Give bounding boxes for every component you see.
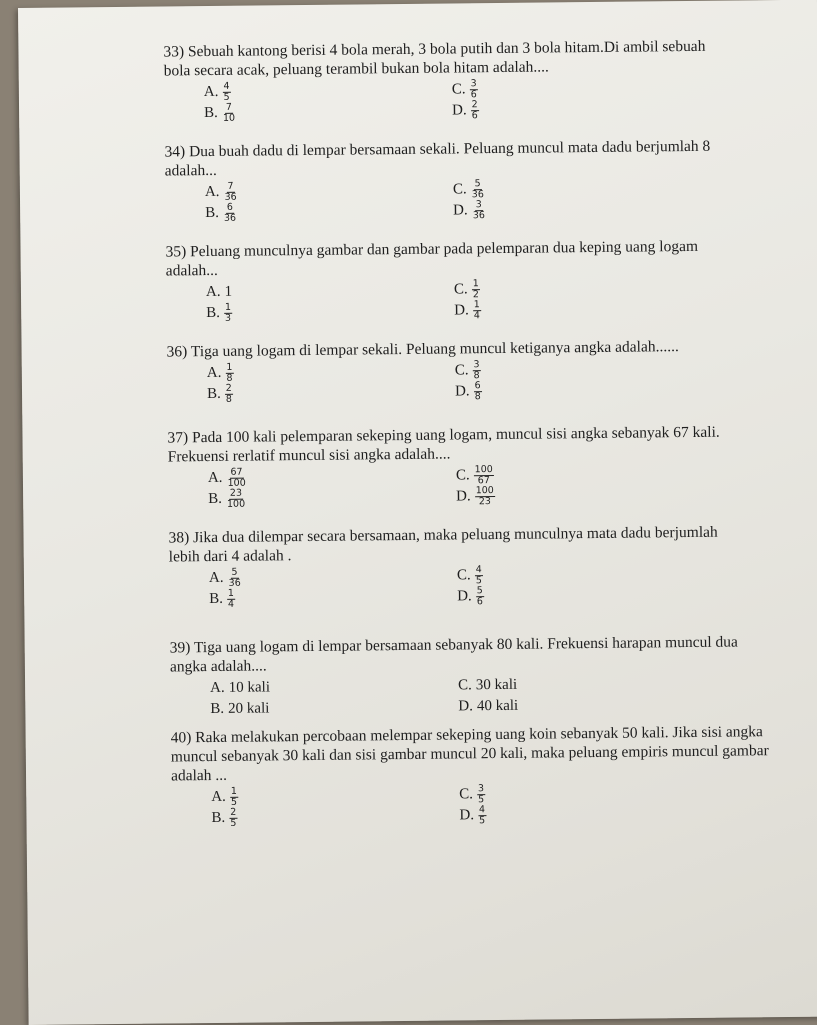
option-c	[459, 784, 485, 804]
option-label: C.	[456, 566, 471, 583]
question-40	[171, 722, 772, 827]
fraction-denominator: 23	[478, 495, 491, 507]
fraction	[477, 784, 485, 805]
option-label: A.	[207, 469, 223, 486]
fraction	[472, 279, 480, 300]
fraction-numerator: 3	[470, 77, 477, 89]
fraction-numerator: 2	[471, 98, 478, 110]
fraction	[222, 102, 236, 123]
option-value: 10 kali	[228, 678, 271, 696]
fraction-numerator: 3	[473, 358, 480, 370]
fraction	[227, 567, 241, 588]
option-d	[457, 586, 484, 606]
fraction-numerator: 1	[226, 361, 233, 373]
answer-options	[168, 462, 748, 508]
option-c	[458, 675, 517, 696]
fraction	[476, 586, 484, 607]
option-b	[208, 489, 246, 509]
fraction-denominator: 5	[230, 796, 238, 808]
fraction-numerator: 23	[229, 487, 243, 499]
question-37	[167, 422, 748, 508]
fraction-numerator: 5	[231, 566, 238, 578]
option-d	[456, 486, 495, 506]
option-b	[210, 698, 269, 719]
fraction	[223, 181, 237, 202]
fraction	[472, 200, 486, 221]
option-a	[210, 677, 270, 698]
option-label: D.	[458, 697, 474, 714]
fraction-denominator: 67	[477, 474, 490, 486]
answer-options	[170, 672, 770, 718]
fraction-numerator: 1	[227, 587, 235, 599]
fraction-denominator: 2	[472, 288, 479, 300]
option-label: A.	[208, 569, 224, 586]
fraction-denominator: 6	[476, 595, 483, 607]
question-stem: 36) Tiga uang logam di lempar sekali. Peluang muncul ketiganya angka adalah......	[166, 338, 679, 361]
option-b	[206, 303, 232, 323]
question-38	[168, 523, 729, 609]
fraction	[471, 100, 479, 121]
fraction-numerator: 2	[230, 806, 237, 818]
fraction	[223, 202, 237, 223]
option-label: B.	[206, 304, 221, 321]
fraction-denominator: 8	[225, 393, 232, 405]
answer-options	[164, 77, 724, 123]
fraction	[229, 807, 237, 828]
option-value: 20 kali	[228, 699, 270, 717]
option-label: D.	[453, 201, 468, 218]
fraction	[475, 565, 483, 586]
fraction	[227, 588, 235, 609]
fraction-denominator: 36	[223, 212, 237, 224]
fraction-numerator: 4	[223, 80, 230, 92]
option-d	[458, 696, 518, 717]
answer-options	[171, 781, 771, 827]
fraction-numerator: 100	[475, 484, 494, 496]
fraction-denominator: 8	[226, 372, 233, 384]
fraction-numerator: 6	[226, 201, 233, 213]
fraction	[471, 179, 485, 200]
question-stem: 35) Peluang munculnya gambar dan gambar pada pelemparan dua keping uang logam adalah...	[165, 237, 699, 280]
fraction	[225, 383, 233, 404]
option-label: C.	[455, 466, 470, 483]
option-label: A.	[206, 364, 222, 381]
fraction-denominator: 6	[470, 88, 477, 100]
answer-options	[165, 177, 725, 223]
fraction-denominator: 5	[230, 817, 237, 829]
question-stem: 34) Dua buah dadu di lempar bersamaan sekali. Peluang muncul mata dadu berjumlah 8 adalah...	[164, 137, 711, 180]
fraction	[226, 467, 246, 488]
fraction	[222, 81, 230, 102]
fraction-numerator: 4	[478, 803, 486, 815]
fraction-numerator: 3	[475, 198, 482, 210]
fraction-numerator: 3	[477, 782, 485, 794]
fraction	[473, 300, 481, 321]
option-c	[454, 279, 480, 299]
option-a	[207, 363, 234, 383]
option-d	[452, 100, 479, 120]
option-d	[453, 200, 486, 220]
fraction	[475, 486, 495, 507]
fraction-denominator: 3	[224, 312, 232, 324]
option-c	[455, 360, 481, 380]
fraction-numerator: 5	[476, 584, 483, 596]
option-label: D.	[459, 806, 475, 823]
fraction-numerator: 67	[230, 466, 243, 478]
option-label: D.	[457, 587, 472, 604]
option-label: C.	[451, 80, 466, 97]
option-label: A.	[203, 83, 219, 100]
fraction-numerator: 7	[227, 180, 234, 192]
answer-options	[169, 563, 729, 609]
option-label: B.	[210, 700, 225, 717]
fraction-denominator: 100	[227, 477, 246, 489]
option-value: 1	[224, 283, 233, 300]
option-value: 30 kali	[475, 676, 518, 693]
question-stem: 37) Pada 100 kali pelemparan sekeping uang logam, muncul sisi angka sebanyak 67 kali. Frekuensi rerlatif muncul sisi angka adalah....	[167, 423, 720, 466]
fraction-numerator: 100	[474, 463, 493, 475]
fraction-denominator: 4	[473, 309, 480, 321]
fraction-numerator: 5	[474, 177, 481, 189]
option-b	[211, 808, 237, 828]
fraction-denominator: 100	[226, 498, 246, 510]
option-b	[209, 589, 235, 609]
fraction-denominator: 4	[227, 598, 235, 610]
option-c	[456, 465, 494, 485]
worksheet-paper	[18, 0, 817, 1025]
option-label: D.	[452, 101, 467, 118]
fraction	[474, 381, 482, 402]
option-a	[204, 82, 231, 102]
fraction-numerator: 1	[224, 301, 232, 313]
question-stem: 38) Jika dua dilempar secara bersamaan, maka peluang munculnya mata dadu berjumlah lebih dari 4 adalah .	[168, 523, 718, 566]
question-33	[163, 37, 724, 123]
fraction	[478, 805, 486, 826]
fraction-denominator: 10	[222, 112, 236, 124]
question-stem: 33) Sebuah kantong berisi 4 bola merah, 3 bola putih dan 3 bola hitam.Di ambil sebuah bola secara acak, peluang terambil bukan bola hitam adalah....	[163, 37, 706, 80]
option-label: A.	[205, 283, 221, 300]
option-label: B.	[204, 104, 218, 121]
fraction-numerator: 1	[472, 277, 479, 289]
option-value: 40 kali	[476, 697, 519, 714]
fraction	[472, 360, 480, 381]
option-label: B.	[208, 490, 222, 507]
option-label: C.	[452, 180, 467, 197]
question-34	[164, 137, 725, 223]
fraction-numerator: 1	[230, 785, 237, 797]
fraction-denominator: 5	[479, 814, 486, 826]
fraction-numerator: 7	[225, 101, 232, 113]
option-a	[205, 182, 238, 202]
option-a	[208, 468, 247, 488]
option-label: D.	[456, 487, 471, 504]
option-b	[205, 203, 237, 223]
option-b	[204, 103, 236, 123]
option-label: C.	[458, 676, 472, 693]
fraction-denominator: 36	[471, 188, 484, 200]
option-a	[206, 282, 232, 302]
fraction-denominator: 36	[224, 191, 237, 203]
option-d	[459, 805, 486, 825]
option-label: B.	[209, 590, 224, 607]
fraction	[224, 302, 232, 323]
option-a	[209, 568, 242, 588]
option-label: C.	[453, 280, 468, 297]
fraction	[226, 488, 246, 509]
question-list	[18, 0, 817, 829]
question-stem: 40) Raka melakukan percobaan melempar sekeping uang koin sebanyak 50 kali. Jika sisi angka muncul sebanyak 30 kali dan sisi gambar muncul 20 kali, maka peluang empiris muncul gambar adalah ...	[170, 723, 769, 785]
option-label: C.	[454, 361, 469, 378]
option-label: D.	[454, 301, 469, 318]
fraction-denominator: 36	[472, 209, 485, 221]
fraction-denominator: 5	[475, 574, 482, 586]
option-d	[455, 381, 482, 401]
fraction-denominator: 5	[223, 91, 230, 103]
question-39	[170, 632, 771, 718]
option-label: B.	[211, 809, 226, 826]
fraction-denominator: 36	[228, 577, 241, 589]
option-label: C.	[459, 785, 474, 802]
option-label: B.	[205, 204, 220, 221]
answer-options	[166, 277, 711, 323]
option-d	[454, 300, 481, 320]
fraction-numerator: 4	[475, 563, 482, 575]
fraction-numerator: 1	[473, 298, 480, 310]
fraction-numerator: 6	[474, 379, 481, 391]
fraction	[474, 465, 494, 486]
option-label: D.	[454, 382, 470, 399]
fraction	[225, 362, 233, 383]
fraction-denominator: 8	[473, 369, 480, 381]
option-c	[453, 179, 485, 199]
fraction-denominator: 6	[471, 109, 478, 121]
option-c	[457, 565, 483, 585]
option-label: A.	[204, 183, 220, 200]
option-a	[211, 787, 238, 807]
option-b	[207, 384, 233, 404]
fraction-denominator: 8	[474, 390, 481, 402]
fraction-numerator: 2	[225, 382, 232, 394]
option-label: A.	[211, 788, 226, 805]
option-c	[452, 79, 478, 99]
question-stem: 39) Tiga uang logam di lempar bersamaan sebanyak 80 kali. Frekuensi harapan muncul dua angka adalah....	[169, 633, 738, 676]
fraction-denominator: 5	[478, 793, 485, 805]
option-label: B.	[206, 385, 221, 402]
fraction	[230, 786, 238, 807]
option-label: A.	[210, 679, 225, 696]
fraction	[470, 79, 478, 100]
question-35	[165, 237, 711, 323]
question-36	[167, 337, 708, 404]
answer-options	[167, 358, 707, 404]
